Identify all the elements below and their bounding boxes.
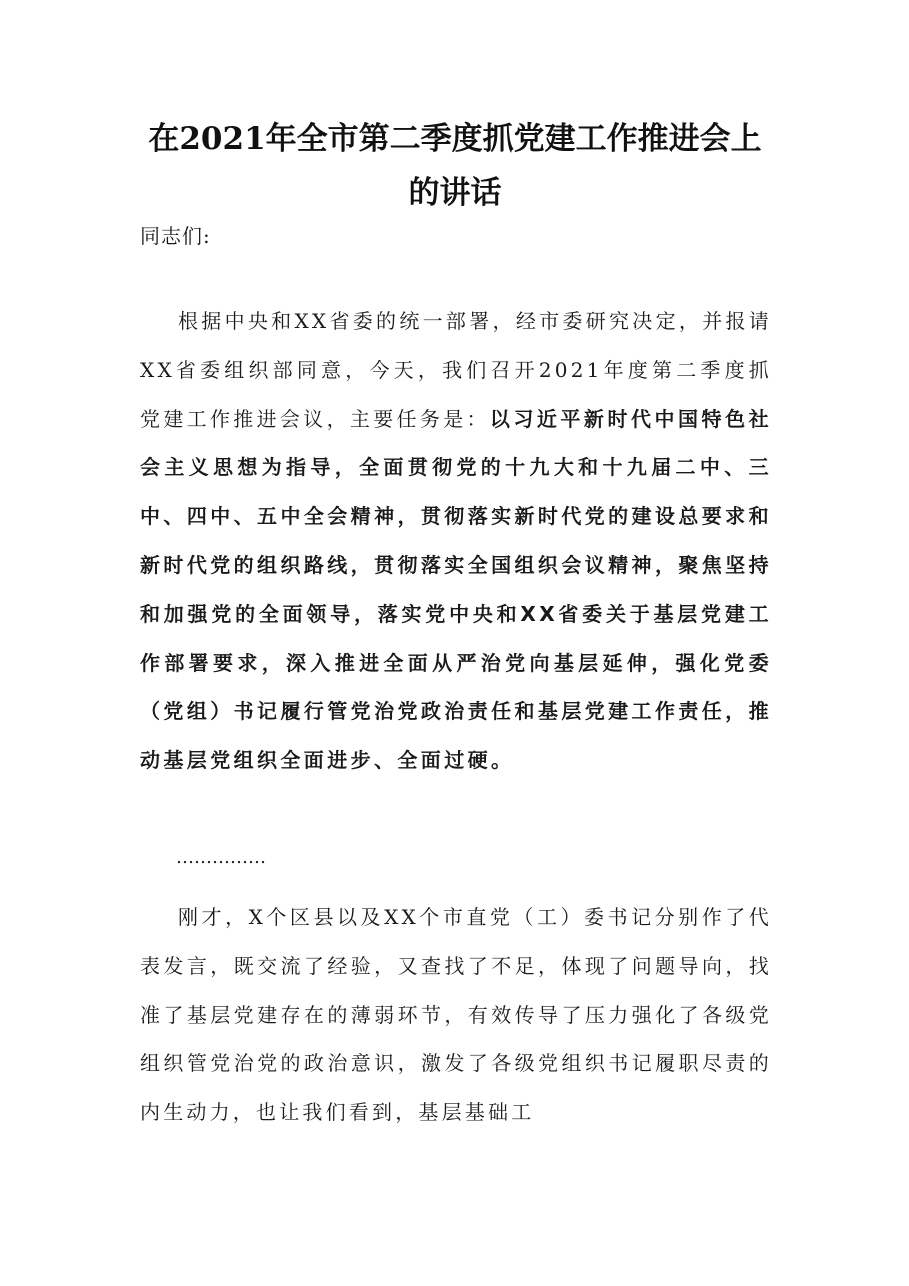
paragraph-1 <box>140 297 772 785</box>
ellipsis-separator: …………… <box>176 847 266 868</box>
paragraph-2: 刚才，X个区县以及XX个市直党（工）委书记分别作了代表发言，既交流了经验，又查找了不足，体现了问题导向，找准了基层党建存在的薄弱环节，有效传导了压力强化了各级党组织管党治党的政治意识，激发了各级党组织书记履职尽责的内生动力，也让我们看到，基层基础工 <box>140 905 772 1125</box>
salutation: 同志们: <box>140 224 211 248</box>
paragraph-1-emphasis: 以习近平新时代中国特色社会主义思想为指导，全面贯彻党的十九大和十九届二中、三中、四中、五中全会精神，贯彻落实新时代党的建设总要求和新时代党的组织路线，贯彻落实全国组织会议精神，聚焦坚持和加强党的全面领导，落实党中央和XX省委关于基层党建工作部署要求，深入推进全面从严治党向基层延伸，强化党委（党组）书记履行管党治党政治责任和基层党建工作责任，推动基层党组织全面进步、全面过硬。 <box>140 406 772 773</box>
document-title: 在2021年全市第二季度抓党建工作推进会上的讲话 <box>148 121 762 211</box>
paragraph-1-intro: 根据中央和XX省委的统一部署，经市委研究决定，并报请XX省委组织部同意，今天，我们召开2021年度第二季度抓党建工作推进会议，主要任务是： <box>140 309 772 431</box>
